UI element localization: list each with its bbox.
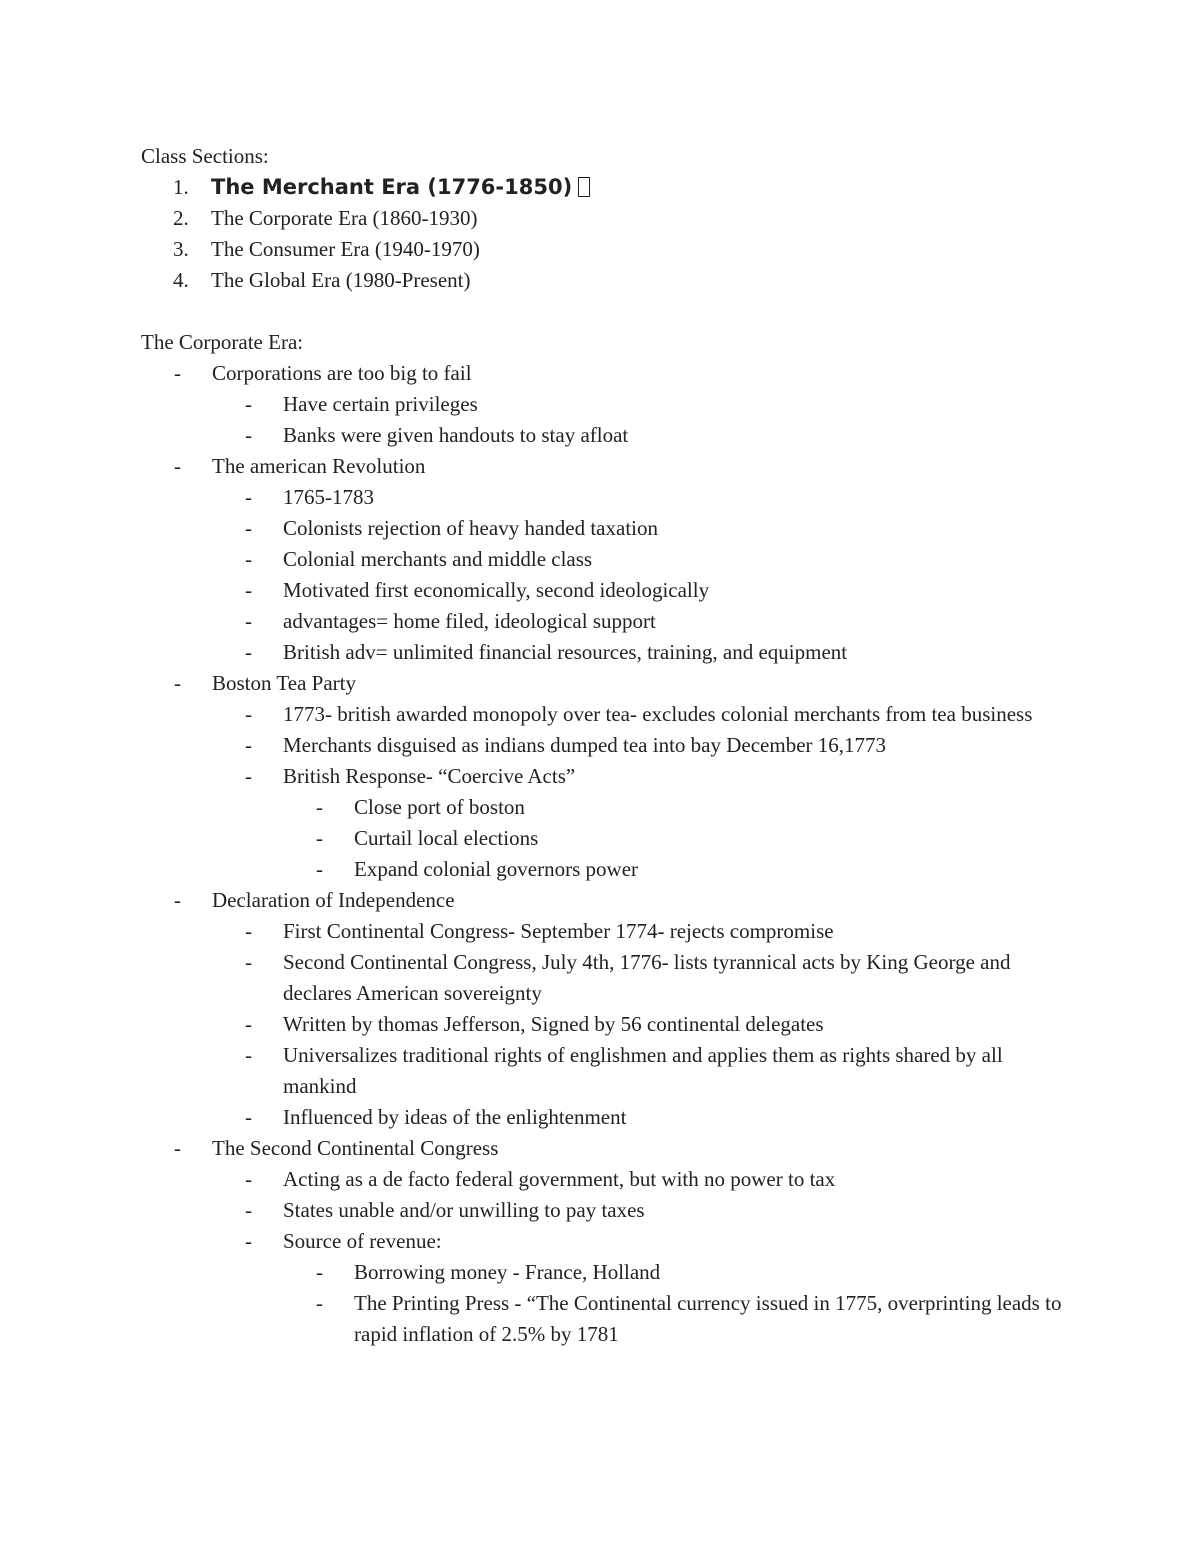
list-item (141, 699, 1081, 730)
bullet-dash: - (245, 547, 252, 571)
subtopic-text: Second Continental Congress, July 4th, 1776- lists tyrannical acts by King George and declares American sovereignty (283, 950, 1011, 1005)
list-item (141, 885, 1081, 916)
list-item (141, 172, 1081, 203)
subtopic-text: British Response- “Coercive Acts” (283, 764, 576, 788)
list-item (141, 203, 1081, 234)
list-item (141, 916, 1081, 947)
subtopic-text: Merchants disguised as indians dumped tea into bay December 16,1773 (283, 733, 887, 757)
bullet-dash: - (245, 1012, 252, 1036)
list-item (141, 451, 1081, 482)
list-item (141, 420, 1081, 451)
bullet-dash: - (316, 857, 323, 881)
subtopic-text: Influenced by ideas of the enlightenment (283, 1105, 627, 1129)
bullet-dash: - (245, 578, 252, 602)
list-item (141, 761, 1081, 792)
bullet-dash: - (245, 764, 252, 788)
topic-text: Declaration of Independence (212, 888, 455, 912)
list-item-text: The Consumer Era (1940-1970) (211, 237, 480, 261)
subtopic-text: Colonists rejection of heavy handed taxation (283, 516, 658, 540)
bullet-dash: - (174, 1136, 181, 1160)
list-item (141, 1257, 1081, 1288)
bullet-dash: - (245, 640, 252, 664)
subtopic-text: Have certain privileges (283, 392, 478, 416)
bullet-dash: - (245, 1043, 252, 1067)
list-item (141, 792, 1081, 823)
subtopic-text: Banks were given handouts to stay afloat (283, 423, 629, 447)
list-item (141, 513, 1081, 544)
bullet-dash: - (245, 392, 252, 416)
subsubtopic-text: Curtail local elections (354, 826, 539, 850)
list-number: 2. (173, 206, 189, 230)
class-sections-list (141, 172, 1081, 296)
document-body (141, 141, 1081, 1350)
list-item (141, 575, 1081, 606)
topic-text: Boston Tea Party (212, 671, 356, 695)
bullet-dash: - (245, 702, 252, 726)
bullet-dash: - (174, 671, 181, 695)
bullet-dash: - (316, 826, 323, 850)
bullet-dash: - (174, 454, 181, 478)
list-item (141, 544, 1081, 575)
list-item (141, 389, 1081, 420)
list-item-text: The Global Era (1980-Present) (211, 268, 471, 292)
list-item (141, 1164, 1081, 1195)
bullet-dash: - (316, 795, 323, 819)
list-item (141, 234, 1081, 265)
list-item (141, 1195, 1081, 1226)
list-item (141, 854, 1081, 885)
corporate-era-list (141, 358, 1081, 1350)
list-item (141, 668, 1081, 699)
topic-text: Corporations are too big to fail (212, 361, 472, 385)
spacer (141, 296, 1081, 327)
subtopic-text: Acting as a de facto federal government, but with no power to tax (283, 1167, 836, 1191)
list-item (141, 1009, 1081, 1040)
bullet-dash: - (245, 516, 252, 540)
list-item-text: The Merchant Era (1776-1850) (211, 175, 573, 199)
bullet-dash: - (245, 733, 252, 757)
list-item (141, 606, 1081, 637)
list-number: 4. (173, 268, 189, 292)
list-number: 3. (173, 237, 189, 261)
bullet-dash: - (245, 1167, 252, 1191)
subsubtopic-text: The Printing Press - “The Continental currency issued in 1775, overprinting leads to rapid inflation of 2.5% by 1781 (354, 1291, 1062, 1346)
subtopic-text: advantages= home filed, ideological support (283, 609, 656, 633)
list-item (141, 947, 1081, 1009)
bullet-dash: - (245, 609, 252, 633)
list-item (141, 1102, 1081, 1133)
list-item (141, 1288, 1081, 1350)
subsubtopic-text: Borrowing money - France, Holland (354, 1260, 661, 1284)
bullet-dash: - (174, 888, 181, 912)
bullet-dash: - (245, 1229, 252, 1253)
subtopic-text: States unable and/or unwilling to pay taxes (283, 1198, 645, 1222)
missing-glyph-icon (578, 177, 590, 197)
class-sections-heading: Class Sections: (141, 144, 269, 168)
subtopic-text: Motivated first economically, second ideologically (283, 578, 710, 602)
list-item (141, 1226, 1081, 1257)
bullet-dash: - (245, 423, 252, 447)
topic-text: The american Revolution (212, 454, 426, 478)
list-item (141, 637, 1081, 668)
subsubtopic-text: Close port of boston (354, 795, 525, 819)
subtopic-text: Colonial merchants and middle class (283, 547, 593, 571)
list-item (141, 265, 1081, 296)
list-item (141, 358, 1081, 389)
corporate-era-heading: The Corporate Era: (141, 330, 304, 354)
bullet-dash: - (316, 1291, 323, 1315)
subtopic-text: Written by thomas Jefferson, Signed by 56 continental delegates (283, 1012, 824, 1036)
list-item (141, 730, 1081, 761)
subtopic-text: 1765-1783 (283, 485, 374, 509)
list-item-text: The Corporate Era (1860-1930) (211, 206, 478, 230)
subtopic-text: 1773- british awarded monopoly over tea- excludes colonial merchants from tea business (283, 702, 1033, 726)
subtopic-text: Source of revenue: (283, 1229, 442, 1253)
bullet-dash: - (245, 950, 252, 974)
bullet-dash: - (245, 485, 252, 509)
list-item (141, 1133, 1081, 1164)
topic-text: The Second Continental Congress (212, 1136, 499, 1160)
subtopic-text: Universalizes traditional rights of englishmen and applies them as rights shared by all mankind (283, 1043, 1003, 1098)
bullet-dash: - (316, 1260, 323, 1284)
bullet-dash: - (245, 1198, 252, 1222)
list-number: 1. (173, 175, 189, 199)
bullet-dash: - (174, 361, 181, 385)
bullet-dash: - (245, 1105, 252, 1129)
subtopic-text: First Continental Congress- September 1774- rejects compromise (283, 919, 834, 943)
list-item (141, 482, 1081, 513)
bullet-dash: - (245, 919, 252, 943)
subtopic-text: British adv= unlimited financial resources, training, and equipment (283, 640, 848, 664)
list-item (141, 823, 1081, 854)
subsubtopic-text: Expand colonial governors power (354, 857, 639, 881)
list-item (141, 1040, 1081, 1102)
